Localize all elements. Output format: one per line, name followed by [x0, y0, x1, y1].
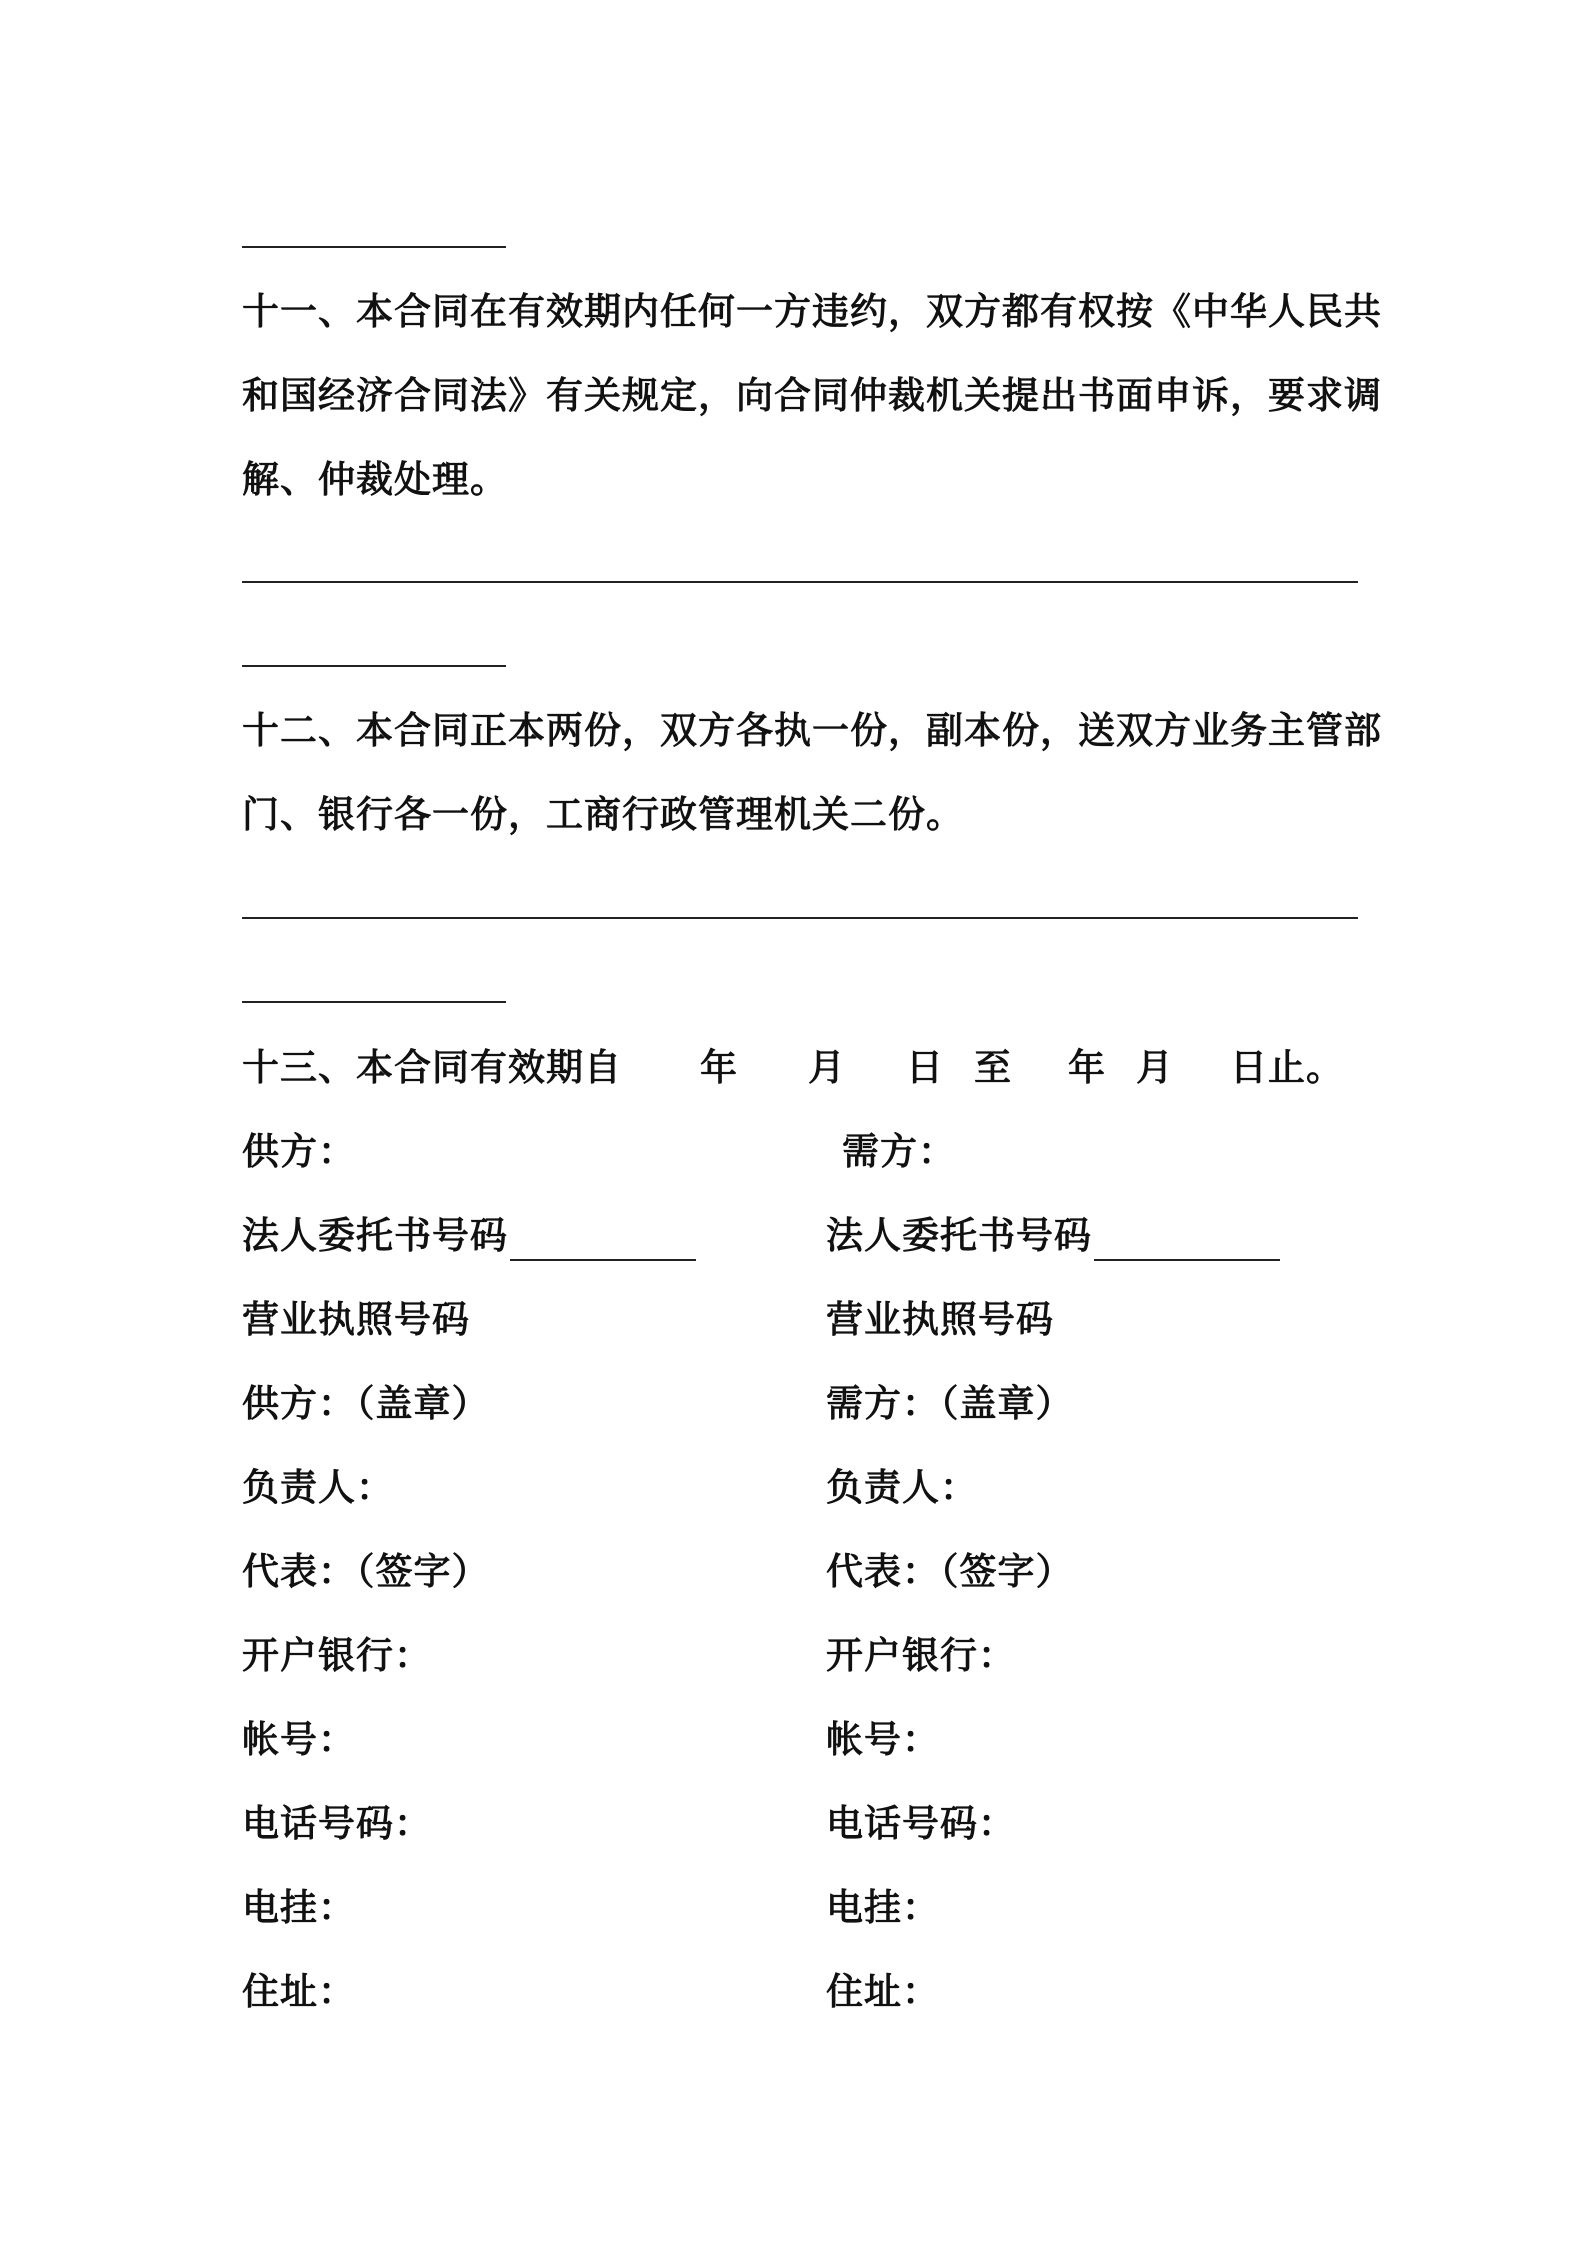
buyer-representative: 代表：（签字） [826, 1550, 1074, 1593]
supplier-representative: 代表：（签字） [242, 1550, 490, 1593]
supplier-phone: 电话号码： [242, 1802, 432, 1845]
buyer-seal: 需方：（盖章） [826, 1382, 1074, 1425]
supplier-principal: 负责人： [242, 1466, 394, 1509]
clause-12 [242, 689, 1382, 857]
buyer-telegraph: 电挂： [826, 1886, 940, 1929]
clause-11-line-3: 解、仲裁处理。 [242, 458, 508, 501]
buyer-license: 营业执照号码 [826, 1298, 1054, 1341]
supplier-bank: 开户银行： [242, 1634, 432, 1677]
clause-13-prefix: 十三、本合同有效期自 [242, 1046, 622, 1089]
clause-13-to: 至 [974, 1046, 1012, 1089]
buyer-entrust-blank [1094, 1227, 1280, 1261]
clause-13-year-start: 年 [700, 1046, 738, 1089]
clause-13-year-end: 年 [1068, 1046, 1106, 1089]
supplier-license: 营业执照号码 [242, 1298, 470, 1341]
fill-line-full [242, 581, 1358, 583]
buyer-bank: 开户银行： [826, 1634, 1016, 1677]
buyer-entrust-label: 法人委托书号码 [826, 1214, 1092, 1257]
buyer-phone: 电话号码： [826, 1802, 1016, 1845]
clause-13 [242, 1043, 1344, 1093]
supplier-entrust-label: 法人委托书号码 [242, 1214, 508, 1257]
supplier-seal: 供方：（盖章） [242, 1382, 490, 1425]
supplier-telegraph: 电挂： [242, 1886, 356, 1929]
buyer-address: 住址： [826, 1970, 940, 2013]
clause-13-month-start: 月 [808, 1046, 846, 1089]
supplier-account: 帐号： [242, 1718, 356, 1761]
clause-13-day-start: 日 [906, 1046, 944, 1089]
clause-13-end: 日止。 [1230, 1046, 1344, 1089]
clause-11 [242, 270, 1382, 522]
supplier-address: 住址： [242, 1970, 356, 2013]
supplier-entrust-number [242, 1211, 696, 1261]
clause-11-line-2: 和国经济合同法》有关规定，向合同仲裁机关提出书面申诉，要求调 [242, 374, 1382, 417]
clause-12-line-1: 十二、本合同正本两份，双方各执一份，副本份，送双方业务主管部 [242, 709, 1382, 752]
supplier-entrust-blank [510, 1227, 696, 1261]
fill-line-full [242, 917, 1358, 919]
clause-12-line-2: 门、银行各一份，工商行政管理机关二份。 [242, 793, 964, 836]
clause-13-month-end: 月 [1136, 1046, 1174, 1089]
supplier-label: 供方： [242, 1130, 356, 1173]
buyer-account: 帐号： [826, 1718, 940, 1761]
buyer-entrust-number [826, 1211, 1280, 1261]
fill-line-short [242, 665, 506, 667]
buyer-principal: 负责人： [826, 1466, 978, 1509]
fill-line-short [242, 1001, 506, 1003]
buyer-label: 需方： [842, 1130, 956, 1173]
clause-11-line-1: 十一、本合同在有效期内任何一方违约，双方都有权按《中华人民共 [242, 290, 1382, 333]
fill-line-short [242, 246, 506, 248]
